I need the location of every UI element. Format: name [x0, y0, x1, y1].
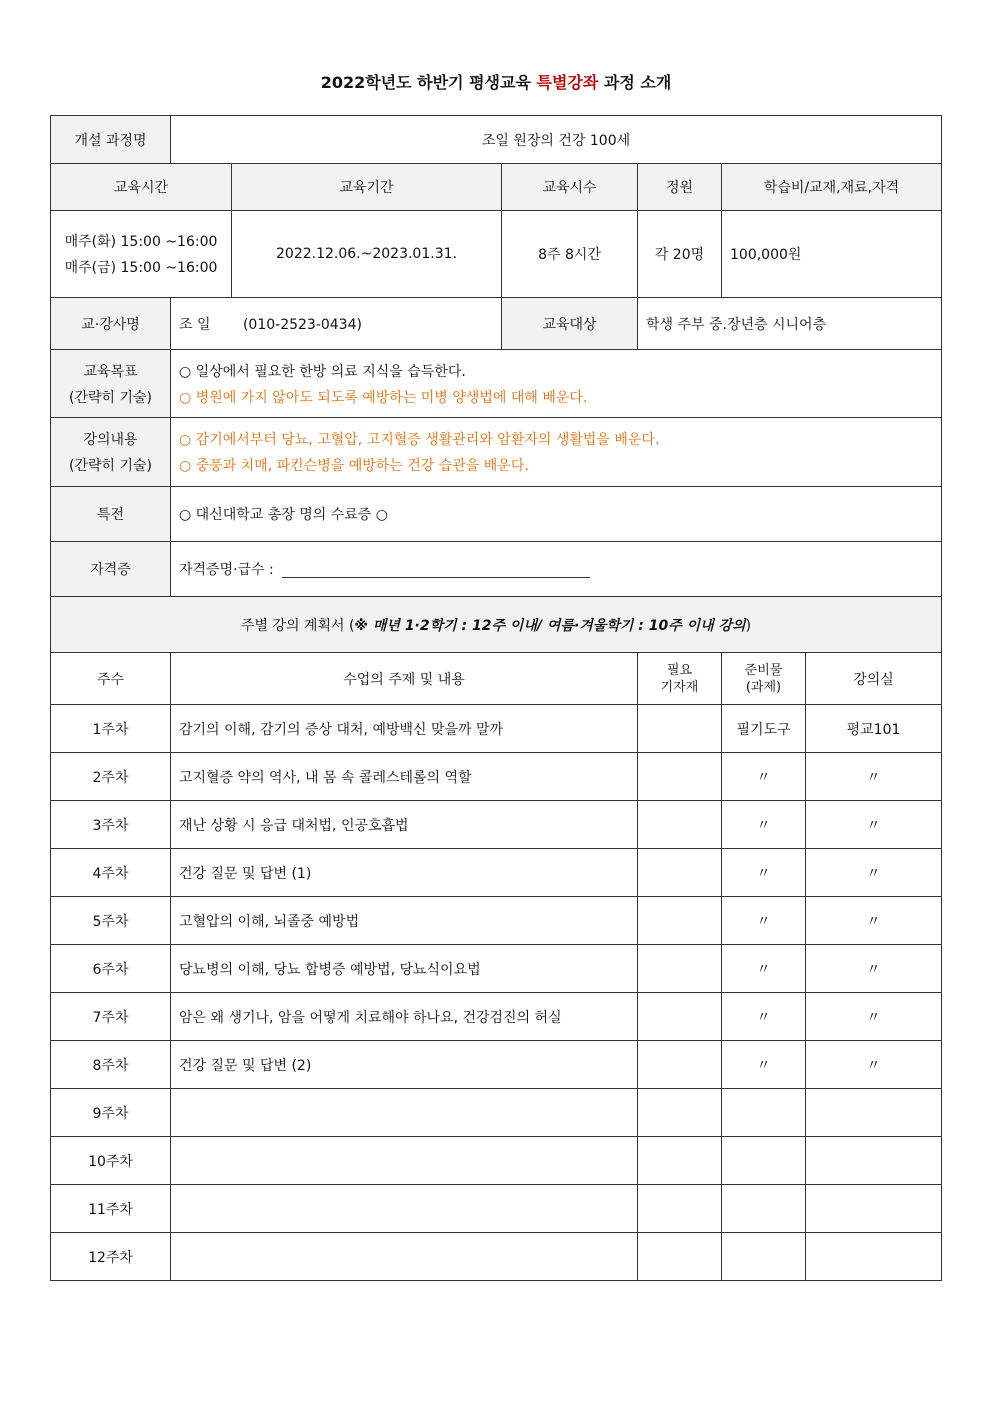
time-header: 교육시간: [51, 164, 232, 211]
goals-label: [51, 350, 171, 418]
plan-week-cell: 10주차: [51, 1137, 171, 1185]
plan-prep-cell: 필기도구: [722, 705, 806, 753]
plan-topic-cell: [171, 1233, 638, 1281]
plan-room-cell: 평교101: [806, 705, 942, 753]
goals-label-line1: 교육목표: [83, 363, 138, 380]
plan-topic-cell: 건강 질문 및 답변 (1): [171, 849, 638, 897]
certificate-value: [171, 542, 942, 597]
plan-equipment-cell: [638, 1185, 722, 1233]
plan-equipment-cell: [638, 801, 722, 849]
plan-room-cell: 〃: [806, 897, 942, 945]
plan-header-row: [51, 653, 942, 705]
plan-room-cell: 〃: [806, 849, 942, 897]
benefit-row: [51, 487, 942, 542]
goals-item-1: ○ 일상에서 필요한 한방 의료 지식을 습득한다.: [179, 363, 466, 380]
title-suffix: 과정 소개: [603, 73, 672, 92]
plan-week-cell: 1주차: [51, 705, 171, 753]
plan-note: ※ 매년 1·2학기 : 12주 이내/ 여름·겨울학기 : 10주 이내 강의: [354, 617, 746, 634]
instructor-row: [51, 298, 942, 350]
instructor-phone: (010-2523-0434): [242, 316, 362, 333]
certificate-text: 자격증명·급수 :: [179, 562, 274, 578]
plan-week-cell: 2주차: [51, 753, 171, 801]
benefit-value: ○ 대신대학교 총장 명의 수료증 ○: [171, 487, 942, 542]
plan-topic-cell: 암은 왜 생기나, 암을 어떻게 치료해야 하나요, 건강검진의 허실: [171, 993, 638, 1041]
plan-topic-cell: 재난 상황 시 응급 대처법, 인공호흡법: [171, 801, 638, 849]
info-value-row: [51, 211, 942, 298]
plan-title-row: [51, 597, 942, 653]
plan-room-cell: 〃: [806, 801, 942, 849]
plan-title-text: 주별 강의 계획서 (: [240, 617, 355, 634]
plan-topic-cell: [171, 1185, 638, 1233]
content-item-2: ○ 중풍과 치매, 파킨슨병을 예방하는 건강 습관을 배운다.: [179, 458, 529, 474]
plan-equipment-cell: [638, 1089, 722, 1137]
plan-equipment-cell: [638, 753, 722, 801]
plan-equipment-cell: [638, 705, 722, 753]
plan-prep-cell: [722, 1137, 806, 1185]
content-item-1: ○ 감기에서부터 당뇨, 고혈압, 고지혈증 생활관리와 암환자의 생활법을 배운다.: [179, 432, 660, 448]
plan-room-cell: [806, 1233, 942, 1281]
plan-prep-cell: [722, 1089, 806, 1137]
plan-row: [51, 945, 942, 993]
period-header: 교육기간: [232, 164, 502, 211]
room-header: 강의실: [806, 653, 942, 705]
plan-prep-cell: 〃: [722, 753, 806, 801]
plan-room-cell: 〃: [806, 1041, 942, 1089]
plan-row: [51, 705, 942, 753]
title-prefix: 2022학년도 하반기 평생교육: [320, 73, 531, 92]
plan-week-cell: 11주차: [51, 1185, 171, 1233]
plan-row: [51, 753, 942, 801]
equipment-header-line1: 필요: [666, 662, 693, 678]
equipment-header-line2: 기자재: [660, 679, 699, 695]
plan-week-cell: 6주차: [51, 945, 171, 993]
plan-topic-cell: [171, 1089, 638, 1137]
goals-value: [171, 350, 942, 418]
plan-prep-cell: [722, 1185, 806, 1233]
plan-row: [51, 1041, 942, 1089]
plan-row: [51, 1185, 942, 1233]
plan-topic-cell: [171, 1137, 638, 1185]
topic-header: 수업의 주제 및 내용: [171, 653, 638, 705]
week-header: 주수: [51, 653, 171, 705]
plan-week-cell: 4주차: [51, 849, 171, 897]
content-row: [51, 418, 942, 487]
certificate-blank-line: [282, 563, 590, 578]
plan-title-close: ): [745, 617, 752, 634]
prep-header-line2: (과제): [745, 679, 782, 695]
period-value: 2022.12.06.~2023.01.31.: [232, 211, 502, 298]
hours-value: 8주 8시간: [502, 211, 638, 298]
certificate-row: [51, 542, 942, 597]
plan-row: [51, 1089, 942, 1137]
plan-prep-cell: 〃: [722, 897, 806, 945]
plan-room-cell: 〃: [806, 945, 942, 993]
page-title: [0, 70, 992, 93]
course-name-label: 개설 과정명: [51, 116, 171, 164]
certificate-label: 자격증: [51, 542, 171, 597]
plan-equipment-cell: [638, 897, 722, 945]
capacity-value: 각 20명: [638, 211, 722, 298]
target-label: 교육대상: [502, 298, 638, 350]
prep-header-line1: 준비물: [744, 662, 783, 678]
course-name-value: 조일 원장의 건강 100세: [171, 116, 942, 164]
goals-item-2: ○ 병원에 가지 않아도 되도록 예방하는 미병 양생법에 대해 배운다.: [179, 389, 588, 406]
plan-row: [51, 897, 942, 945]
prep-header: [722, 653, 806, 705]
plan-topic-cell: 감기의 이해, 감기의 증상 대처, 예방백신 맞을까 말까: [171, 705, 638, 753]
goals-label-line2: (간략히 기술): [69, 389, 152, 406]
instructor-name: 조 일: [179, 316, 211, 333]
info-header-row: [51, 164, 942, 211]
plan-equipment-cell: [638, 1041, 722, 1089]
plan-prep-cell: 〃: [722, 849, 806, 897]
equipment-header: [638, 653, 722, 705]
time-line-2: 매주(금) 15:00 ~16:00: [64, 260, 218, 276]
instructor-value: [171, 298, 502, 350]
title-highlight: 특별강좌: [536, 73, 599, 92]
plan-room-cell: [806, 1089, 942, 1137]
plan-week-cell: 9주차: [51, 1089, 171, 1137]
plan-row: [51, 801, 942, 849]
fee-header: 학습비/교재,재료,자격: [722, 164, 942, 211]
content-label-line2: (간략히 기술): [69, 458, 152, 474]
content-value: [171, 418, 942, 487]
plan-prep-cell: 〃: [722, 1041, 806, 1089]
plan-week-cell: 7주차: [51, 993, 171, 1041]
plan-row: [51, 849, 942, 897]
capacity-header: 정원: [638, 164, 722, 211]
plan-equipment-cell: [638, 1137, 722, 1185]
content-label-line1: 강의내용: [83, 432, 138, 448]
plan-prep-cell: 〃: [722, 993, 806, 1041]
plan-equipment-cell: [638, 849, 722, 897]
fee-value: 100,000원: [722, 211, 942, 298]
plan-week-cell: 5주차: [51, 897, 171, 945]
plan-room-cell: [806, 1137, 942, 1185]
plan-room-cell: [806, 1185, 942, 1233]
plan-equipment-cell: [638, 993, 722, 1041]
course-form-table: [50, 115, 942, 1281]
plan-week-cell: 8주차: [51, 1041, 171, 1089]
plan-prep-cell: [722, 1233, 806, 1281]
time-line-1: 매주(화) 15:00 ~16:00: [64, 234, 218, 250]
plan-topic-cell: 고혈압의 이해, 뇌졸중 예방법: [171, 897, 638, 945]
plan-topic-cell: 건강 질문 및 답변 (2): [171, 1041, 638, 1089]
goals-row: [51, 350, 942, 418]
plan-topic-cell: 당뇨병의 이해, 당뇨 합병증 예방법, 당뇨식이요법: [171, 945, 638, 993]
plan-equipment-cell: [638, 1233, 722, 1281]
time-value: [51, 211, 232, 298]
course-name-row: [51, 116, 942, 164]
plan-room-cell: 〃: [806, 993, 942, 1041]
instructor-label: 교·강사명: [51, 298, 171, 350]
plan-room-cell: 〃: [806, 753, 942, 801]
content-label: [51, 418, 171, 487]
plan-week-cell: 12주차: [51, 1233, 171, 1281]
hours-header: 교육시수: [502, 164, 638, 211]
plan-week-cell: 3주차: [51, 801, 171, 849]
plan-row: [51, 1137, 942, 1185]
plan-row: [51, 993, 942, 1041]
plan-prep-cell: 〃: [722, 801, 806, 849]
plan-topic-cell: 고지혈증 약의 역사, 내 몸 속 콜레스테롤의 역할: [171, 753, 638, 801]
benefit-label: 특전: [51, 487, 171, 542]
plan-title: [51, 597, 942, 653]
plan-equipment-cell: [638, 945, 722, 993]
target-value: 학생 주부 중.장년층 시니어층: [638, 298, 942, 350]
plan-row: [51, 1233, 942, 1281]
plan-prep-cell: 〃: [722, 945, 806, 993]
